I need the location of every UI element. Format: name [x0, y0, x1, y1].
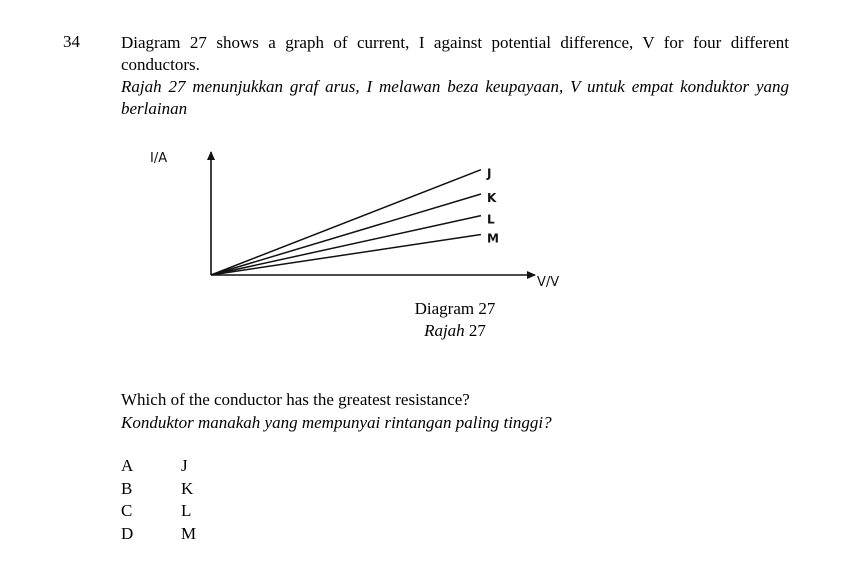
- line-label-m: M: [487, 231, 499, 246]
- option-b[interactable]: [121, 478, 196, 501]
- prompt-english: Which of the conductor has the greatest resistance?: [121, 390, 470, 409]
- line-l: [211, 216, 481, 275]
- option-a[interactable]: [121, 455, 196, 478]
- current-voltage-graph: [140, 140, 590, 300]
- caption-malay: [380, 320, 530, 342]
- question-stem: [121, 32, 789, 120]
- option-d[interactable]: [121, 523, 196, 546]
- line-j: [211, 170, 481, 275]
- caption-malay-number: 27: [468, 321, 486, 340]
- line-k: [211, 194, 481, 275]
- line-label-k: K: [487, 191, 497, 205]
- stem-malay: Rajah 27 menunjukkan graf arus, I melawan beza keupayaan, V untuk empat konduktor yang berlainan: [121, 77, 789, 118]
- caption-english: Diagram 27: [414, 299, 496, 318]
- option-letter: C: [121, 501, 133, 520]
- diagram-27: [140, 140, 590, 300]
- option-text: M: [181, 523, 197, 543]
- option-letter: B: [121, 478, 133, 498]
- option-text: J: [181, 456, 188, 475]
- stem-english: Diagram 27 shows a graph of current, I against potential difference, V for four different conductors.: [121, 33, 789, 74]
- option-letter: A: [121, 456, 134, 475]
- line-m: [211, 235, 481, 276]
- x-axis-label: V/V: [537, 275, 560, 290]
- option-letter: D: [121, 523, 134, 543]
- caption-malay-word: Rajah: [424, 321, 465, 340]
- diagram-caption: [380, 298, 530, 342]
- question-prompt: [121, 388, 789, 434]
- answer-options: [121, 455, 196, 545]
- option-c[interactable]: [121, 500, 196, 523]
- y-axis-label: I/A: [150, 151, 168, 166]
- option-text: K: [181, 478, 194, 498]
- conductor-lines: [211, 167, 499, 275]
- prompt-malay: Konduktor manakah yang mempunyai rintangan paling tinggi?: [121, 413, 552, 432]
- line-label-l: L: [487, 212, 495, 227]
- question-number: 34: [63, 32, 80, 51]
- option-text: L: [181, 501, 192, 520]
- line-label-j: J: [487, 166, 492, 181]
